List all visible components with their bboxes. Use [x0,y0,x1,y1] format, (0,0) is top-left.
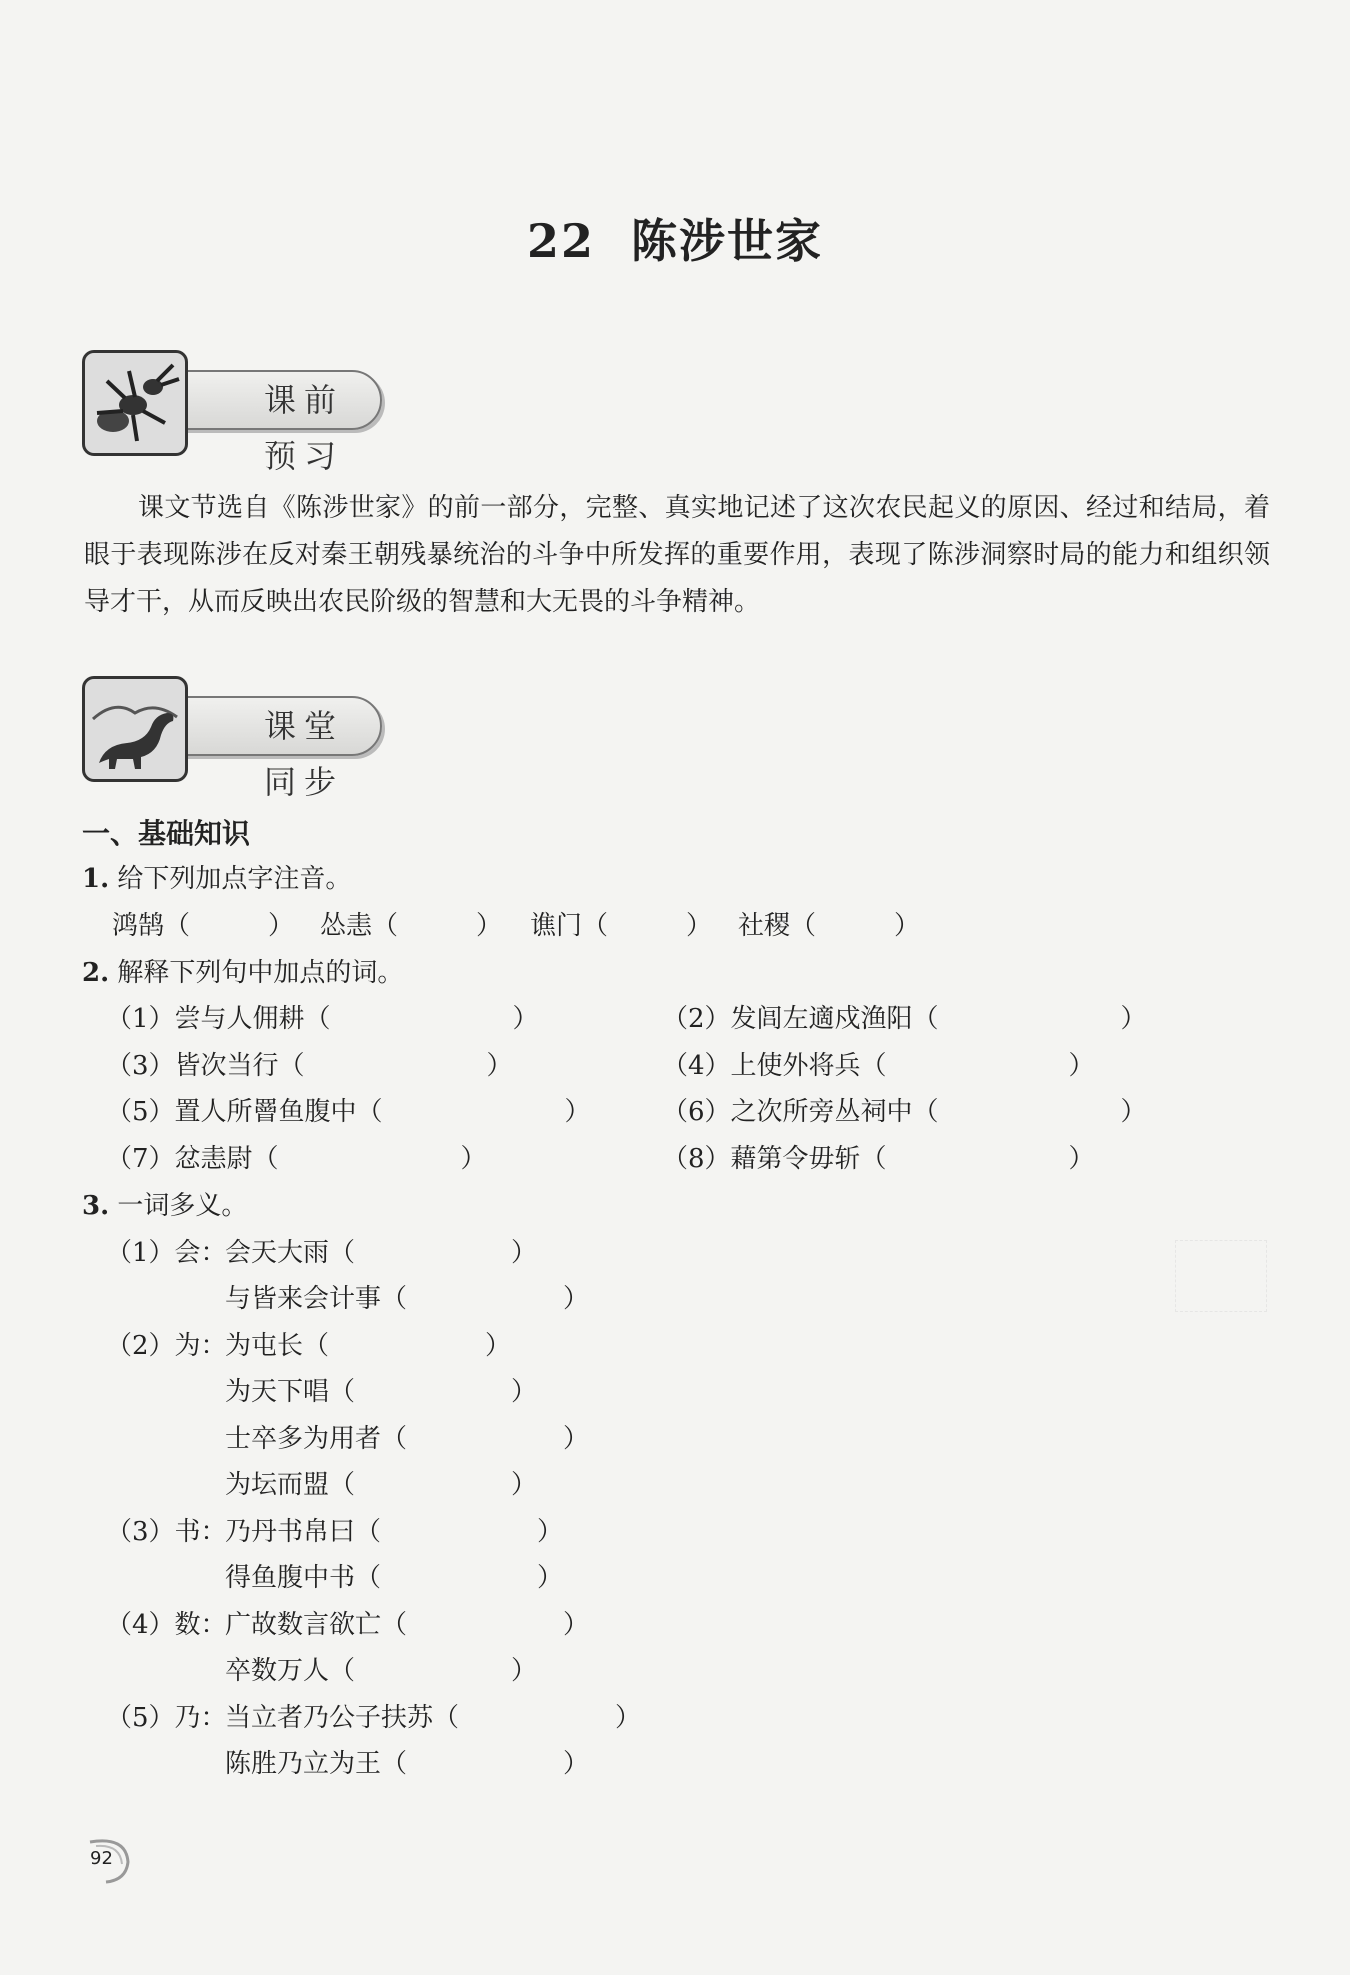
q3-group-label: （2）为： [106,1331,227,1361]
question-3-text: 一词多义。 [117,1191,248,1221]
q2-item: （2）发闾左適戍渔阳（ ） [662,1004,1147,1034]
q1-item: 怂恚（ ） [320,911,503,941]
question-2-text: 解释下列句中加点的词。 [117,958,404,988]
q3-item: 士卒多为用者（ ） [225,1424,590,1454]
preview-banner [82,350,382,475]
q3-item: 卒数万人（ ） [225,1656,538,1686]
classroom-banner-label: 课堂同步 [152,696,382,756]
q3-item: 当立者乃公子扶苏（ ） [225,1703,642,1733]
q2-item: （6）之次所旁丛祠中（ ） [662,1097,1147,1127]
intro-paragraph: 课文节选自《陈涉世家》的前一部分，完整、真实地记述了这次农民起义的原因、经过和结局，着眼于表现陈涉在反对秦王朝残暴统治的斗争中所发挥的重要作用，表现了陈涉洞察时局的能力和组织领导才干，从而反映出农民阶级的智慧和大无畏的斗争精神。 [84,493,1270,617]
q3-item: 为天下唱（ ） [225,1377,538,1407]
question-1-number: 1. [82,864,110,894]
preview-banner-label: 课前预习 [152,370,382,430]
q2-item: （4）上使外将兵（ ） [662,1051,1095,1081]
question-2 [82,952,403,989]
section-basic-knowledge: 一、基础知识 [82,817,251,850]
q2-item: （8）藉第令毋斩（ ） [662,1144,1095,1174]
q2-item: （3）皆次当行（ ） [106,1051,513,1081]
q3-group-label: （3）书： [106,1517,227,1547]
lesson-title [0,205,1350,271]
q3-group-label: （4）数： [106,1610,227,1640]
q3-item: 为屯长（ ） [225,1331,512,1361]
question-2-number: 2. [82,958,110,988]
q3-group-label: （1）会： [106,1238,227,1268]
lesson-name: 陈涉世家 [631,214,823,268]
q1-item: 鸿鹄（ ） [112,911,295,941]
question-1-text: 给下列加点字注音。 [117,864,352,894]
q3-item: 与皆来会计事（ ） [225,1284,590,1314]
ant-icon [82,350,188,456]
classroom-banner [82,676,382,801]
q3-item: 为坛而盟（ ） [225,1470,538,1500]
q3-item: 广故数言欲亡（ ） [225,1610,590,1640]
faint-stamp [1175,1240,1267,1312]
dinosaur-icon [82,676,188,782]
q3-item: 得鱼腹中书（ ） [225,1563,564,1593]
q2-item: （5）置人所罾鱼腹中（ ） [106,1097,591,1127]
lesson-number: 22 [526,214,595,268]
q3-item: 陈胜乃立为王（ ） [225,1749,590,1779]
q3-item: 会天大雨（ ） [225,1238,538,1268]
page-number-badge [82,1832,134,1884]
question-3 [82,1185,247,1222]
q3-group-label: （5）乃： [106,1703,227,1733]
q2-item: （7）忿恚尉（ ） [106,1144,487,1174]
page-number: 92 [90,1848,113,1869]
q1-item: 谯门（ ） [530,911,713,941]
q1-item: 社稷（ ） [738,911,921,941]
question-3-number: 3. [82,1191,110,1221]
q3-item: 乃丹书帛曰（ ） [225,1517,564,1547]
question-1 [82,858,351,895]
q2-item: （1）尝与人佣耕（ ） [106,1004,539,1034]
